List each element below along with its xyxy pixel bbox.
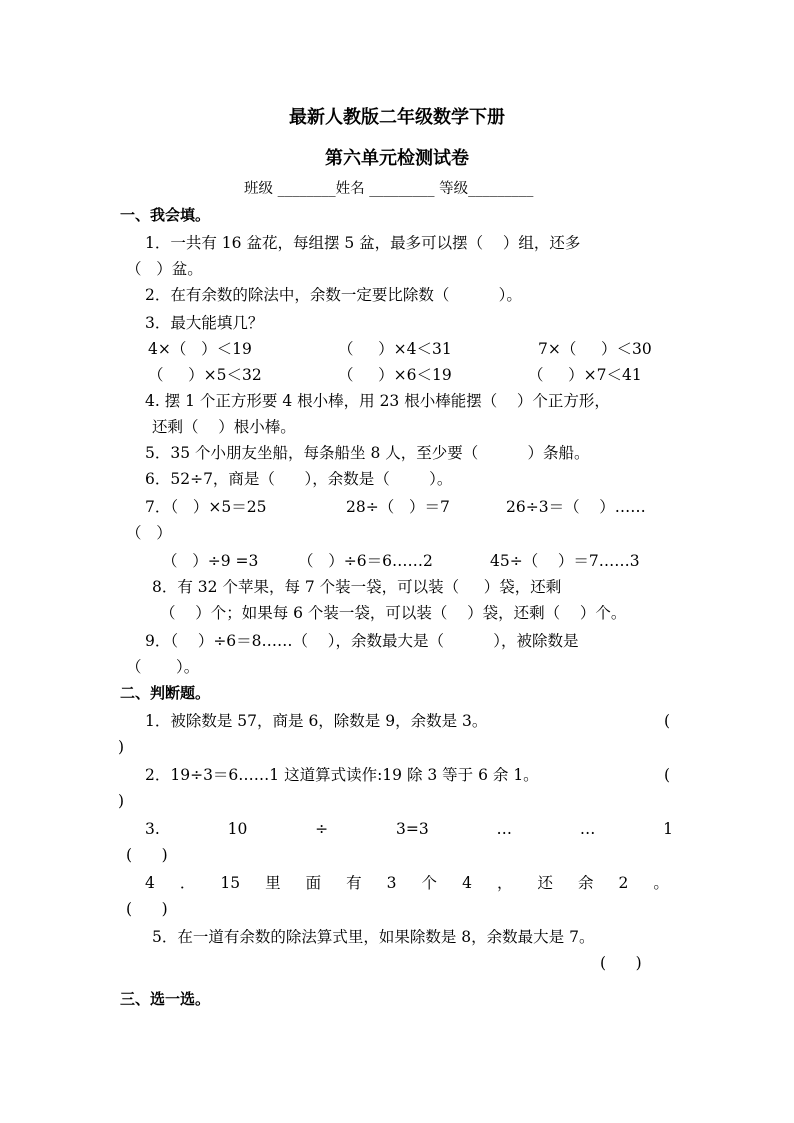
judgment-3-part: 3. [145,820,160,838]
question-3-row-2-item-2: （ ）×6＜19 [338,366,452,384]
question-7-line-3-item-3: 45÷（ ）＝7……3 [490,552,640,570]
judgment-3-answer-paren: ( ) [126,846,168,864]
question-7-line-1-item-1: 7．（ ）×5＝25 [145,498,267,516]
judgment-1-paren-open: ( [664,712,671,730]
question-3-row-2-item-3: （ ）×7＜41 [528,366,642,384]
judgment-3-part: 10 [227,820,248,838]
question-7-line-1-item-2: 28÷（ ）＝7 [346,498,450,516]
question-4-line-2: 还剩（ ）根小棒。 [152,418,296,436]
question-9-line-2: （ ）。 [126,658,200,676]
judgment-4-part: ， [496,874,513,892]
judgment-3-text [145,818,673,840]
worksheet-title: 最新人教版二年级数学下册 [289,107,505,128]
judgment-4-part: 15 [220,874,241,892]
judgment-5-text: 5．在一道有余数的除法算式里，如果除数是 8，余数最大是 7。 [152,928,595,946]
question-3: 3．最大能填几？ [145,314,264,332]
judgment-3-part: ÷ [315,820,329,838]
section-2-heading: 二、判断题。 [120,684,211,702]
judgment-4-part: 个 [421,874,438,892]
judgment-2-paren-open: ( [664,766,671,784]
question-1-line-2: （ ）盆。 [126,260,203,278]
judgment-2-text: 2．19÷3＝6……1 这道算式读作:19 除 3 等于 6 余 1。 [145,766,539,784]
judgment-4-part: 4 [145,874,155,892]
student-info-line: 班级 ________姓名 _________ 等级_________ [244,181,534,197]
question-3-row-1-item-1: 4×（ ）＜19 [148,340,252,358]
question-7-line-3-item-1: （ ）÷9 =3 [162,552,259,570]
judgment-4-part: 2 [618,874,629,892]
judgment-3-part: … [579,820,596,838]
question-8-line-1: 8．有 32 个苹果，每 7 个装一袋，可以装（ ）袋，还剩 [152,578,562,596]
question-1-line-1: 1．一共有 16 盆花，每组摆 5 盆，最多可以摆（ ）组，还多 [145,234,581,252]
judgment-3-part: … [496,820,512,838]
question-8-line-2: （ ）个；如果每 6 个装一袋，可以装（ ）袋，还剩（ ）个。 [160,604,627,622]
judgment-5-answer-paren: ( ) [600,954,642,972]
question-3-row-1-item-3: 7×（ ）＜30 [538,340,652,358]
question-2: 2．在有余数的除法中，余数一定要比除数（ ）。 [145,286,522,304]
judgment-4-part: ． [179,874,196,892]
question-3-row-2-item-1: （ ）×5＜32 [148,366,262,384]
question-6: 6．52÷7，商是（ ），余数是（ ）。 [145,470,453,488]
worksheet-subtitle: 第六单元检测试卷 [325,148,469,169]
question-9-line-1: 9．（ ）÷6＝8……（ ），余数最大是（ ），被除数是 [145,632,579,650]
judgment-4-answer-paren: ( ) [126,900,168,918]
judgment-2-paren-close: ) [118,792,125,810]
judgment-4-part: 。 [653,874,669,892]
section-3-heading: 三、选一选。 [120,990,211,1008]
judgment-4-part: 里 [265,874,281,892]
section-1-heading: 一、我会填。 [120,206,211,224]
judgment-4-part: 还 [537,874,553,892]
question-3-row-1-item-2: （ ）×4＜31 [338,340,452,358]
judgment-4-text [145,872,669,894]
judgment-4-part: 余 [577,874,594,892]
question-7-line-1-item-3: 26÷3＝（ ）…… [506,498,646,516]
question-7-line-2: （ ） [126,524,172,542]
judgment-3-part: 3=3 [395,820,429,838]
judgment-4-part: 3 [386,874,397,892]
question-4-line-1: 4. 摆 1 个正方形要 4 根小棒，用 23 根小棒能摆（ ）个正方形， [145,392,610,410]
judgment-4-part: 有 [346,874,362,892]
judgment-1-text: 1．被除数是 57，商是 6，除数是 9，余数是 3。 [145,712,488,730]
judgment-1-paren-close: ) [118,738,125,756]
question-7-line-3-item-2: （ ）÷6＝6……2 [298,552,433,570]
judgment-4-part: 面 [305,874,322,892]
question-5: 5．35 个小朋友坐船，每条船坐 8 人，至少要（ ）条船。 [145,444,590,462]
judgment-4-part: 4 [462,874,472,892]
judgment-3-part: 1 [663,820,673,838]
